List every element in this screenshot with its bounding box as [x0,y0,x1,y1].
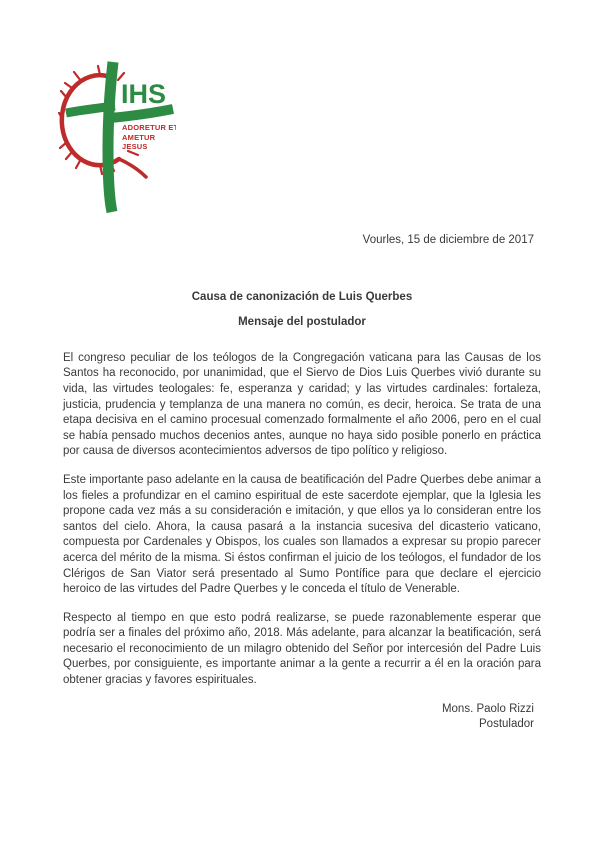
paragraph-3: Respecto al tiempo en que esto podrá realizarse, se puede razonablemente esperar que podría ser a finales del próximo año, 2018. Más adelante, para alcanzar la beatificación, será necesario el reconocimiento de un milagro obtenido del Señor por intercesión del Padre Luis Querbes, por consiguiente, es importante animar a la gente a recurrir a él en la oración para obtener gracias y favores espirituales. [63,611,541,687]
signature-block [63,702,541,733]
letter-title: Causa de canonización de Luis Querbes [191,290,413,303]
paragraph-2: Este importante paso adelante en la causa de beatificación del Padre Querbes debe animar a los fieles a profundizar en el camino espiritual de este sacerdote ejemplar, que la Iglesia les propone cada vez más a su consideración e imitación, y que ellos ya lo consideran entre los santos del cielo. Ahora, la causa pasará a la instancia sucesiva del dicasterio vaticano, compuesta por Cardenales y Obispos, los cuales son llamados a expresar su propio parecer acerca del mérito de la misma. Si éstos confirman el juicio de los teólogos, el fundador de los Clérigos de San Viator será presentado al Sumo Pontífice para que declare el ejercicio heroico de las virtudes del Padre Querbes y le conceda el título de Venerable. [63,473,541,596]
motto-line-1: ADORETUR ET [122,123,176,132]
paragraph-1: El congreso peculiar de los teólogos de la Congregación vaticana para las Causas de los Santos ha reconocido, por unanimidad, que el Siervo de Dios Luis Querbes vivió durante su vida, las virtudes teologales: fe, esperanza y caridad; y las virtudes cardinales: fortaleza, justicia, prudencia y templanza de una manera no común, es decir, heroica. Se trata de una etapa decisiva en el camino procesual comenzado formalmente el año 2006, pero en el cual se había pensado muchos decenios antes, aunque no haya sido posible ponerlo en práctica por causa de diversos acontecimientos adversos de tipo político y religioso. [63,351,541,458]
ihs-monogram: IHS [121,79,167,109]
signature-role: Postulador [479,718,534,731]
letter-content [63,0,541,733]
motto-line-2: AMETUR [122,133,156,142]
letter-subtitle: Mensaje del postulador [238,316,366,329]
dateline: Vourles, 15 de diciembre de 2017 [362,234,534,246]
signature-name: Mons. Paolo Rizzi [441,702,534,715]
letter-body [63,351,541,689]
motto-line-3: JESUS [122,142,148,151]
